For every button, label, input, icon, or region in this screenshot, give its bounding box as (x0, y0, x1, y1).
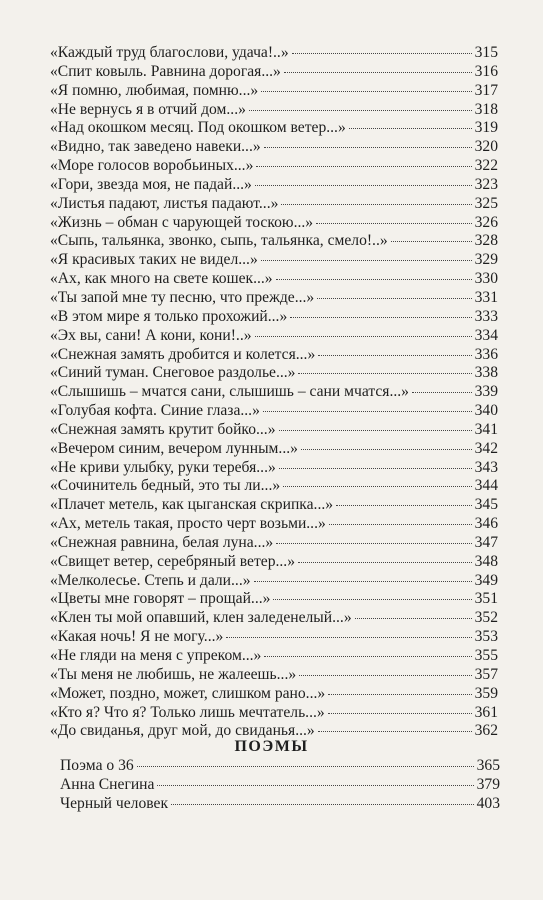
toc-entry-page-number: 315 (474, 44, 498, 61)
toc-entry-page-number: 319 (474, 119, 498, 137)
dot-leader (329, 524, 472, 525)
dot-leader (290, 317, 471, 318)
toc-entry-page-number: 330 (474, 270, 498, 288)
toc-entry-title: Анна Снегина (60, 775, 155, 793)
toc-entry (50, 553, 498, 572)
toc-entry (60, 776, 500, 795)
toc-entry-title: «Может, поздно, может, слишком рано...» (50, 684, 326, 702)
toc-entry-title: «Ты меня не любишь, не жалеешь...» (50, 665, 297, 683)
toc-entry (50, 157, 498, 176)
toc-entry (50, 685, 498, 704)
toc-entry-title: «Кто я? Что я? Только лишь мечтатель...» (50, 703, 325, 721)
toc-entry-page-number: 357 (474, 665, 498, 683)
toc-entry-page-number: 403 (476, 794, 500, 812)
toc-entry-title: «Гори, звезда моя, не падай...» (50, 175, 252, 193)
toc-entry (50, 402, 498, 421)
dot-leader (273, 599, 471, 600)
toc-entry-page-number: 348 (474, 552, 498, 570)
toc-entry-page-number: 326 (474, 213, 498, 231)
dot-leader (261, 260, 472, 261)
toc-entry (50, 251, 498, 270)
lyrics-toc-list (50, 44, 498, 741)
toc-entry-title: «Спит ковыль. Равнина дорогая...» (50, 62, 281, 80)
toc-entry-page-number: 359 (474, 684, 498, 702)
dot-leader (137, 766, 474, 767)
toc-entry-title: «Каждый труд благослови, удача!..» (50, 44, 289, 61)
toc-entry (50, 44, 498, 63)
toc-entry-title: «Я помню, любимая, помню...» (50, 81, 259, 99)
dot-leader (171, 804, 474, 805)
toc-entry (50, 477, 498, 496)
toc-entry (50, 119, 498, 138)
dot-leader (261, 91, 471, 92)
toc-entry (50, 496, 498, 515)
dot-leader (279, 430, 472, 431)
toc-entry-page-number: 318 (474, 100, 498, 118)
toc-entry (50, 590, 498, 609)
toc-entry-title: «Ты запой мне ту песню, что прежде...» (50, 288, 315, 306)
toc-entry-page-number: 347 (474, 533, 498, 551)
toc-entry (50, 138, 498, 157)
toc-entry-page-number: 323 (474, 175, 498, 193)
toc-entry-title: «Ах, как много на свете кошек...» (50, 270, 273, 288)
toc-entry-title: «Мелколесье. Степь и дали...» (50, 571, 251, 589)
dot-leader (263, 411, 472, 412)
dot-leader (318, 355, 471, 356)
toc-entry-page-number: 349 (474, 571, 498, 589)
toc-entry-page-number: 362 (474, 722, 498, 740)
toc-entry (50, 176, 498, 195)
toc-entry-page-number: 322 (474, 157, 498, 175)
toc-entry (50, 666, 498, 685)
toc-entry-title: «Сыпь, тальянка, звонко, сыпь, тальянка, смело!..» (50, 232, 388, 250)
toc-entry-page-number: 355 (474, 647, 498, 664)
toc-entry-title: «До свиданья, друг мой, до свиданья...» (50, 722, 315, 740)
toc-entry-title: «Не гляди на меня с упреком...» (50, 647, 262, 664)
toc-entry-title: «Видно, так заведено навеки...» (50, 138, 261, 156)
toc-entry-page-number: 345 (474, 496, 498, 514)
toc-entry (50, 195, 498, 214)
toc-entry-page-number: 341 (474, 420, 498, 438)
dot-leader (292, 53, 472, 54)
toc-entry-page-number: 365 (476, 757, 500, 774)
toc-entry-page-number: 331 (474, 288, 498, 306)
toc-entry-title: «Синий туман. Снеговое раздолье...» (50, 364, 296, 382)
dot-leader (391, 241, 472, 242)
dot-leader (336, 505, 472, 506)
dot-leader (255, 185, 472, 186)
toc-entry (50, 232, 498, 251)
toc-entry (50, 515, 498, 534)
toc-entry (50, 704, 498, 723)
toc-entry-page-number: 353 (474, 628, 498, 646)
dot-leader (328, 713, 472, 714)
dot-leader (276, 543, 471, 544)
toc-entry (50, 63, 498, 82)
dot-leader (157, 785, 473, 786)
dot-leader (298, 562, 472, 563)
toc-entry-page-number: 316 (474, 62, 498, 80)
toc-entry (50, 534, 498, 553)
dot-leader (281, 204, 471, 205)
dot-leader (256, 166, 471, 167)
toc-entry-page-number: 352 (474, 609, 498, 627)
poems-toc-list (60, 757, 500, 814)
dot-leader (249, 110, 472, 111)
toc-entry-title: «Не вернусь я в отчий дом...» (50, 100, 246, 118)
toc-entry-page-number: 328 (474, 232, 498, 250)
toc-entry-title: «Голубая кофта. Синие глаза...» (50, 402, 260, 420)
toc-entry-title: «Листья падают, листья падают...» (50, 194, 279, 212)
toc-entry-title: «Ах, метель такая, просто черт возьми...» (50, 515, 326, 533)
dot-leader (349, 128, 472, 129)
toc-entry-title: «Снежная замять дробится и колется...» (50, 345, 316, 363)
dot-leader (299, 675, 471, 676)
toc-entry-page-number: 338 (474, 364, 498, 382)
toc-entry (60, 757, 500, 776)
toc-entry-title: «Плачет метель, как цыганская скрипка...» (50, 496, 334, 514)
toc-entry-page-number: 379 (476, 775, 500, 793)
toc-entry-title: «Свищет ветер, серебряный ветер...» (50, 552, 296, 570)
toc-entry-title: «Не криви улыбку, руки теребя...» (50, 458, 276, 476)
toc-entry-page-number: 343 (474, 458, 498, 476)
dot-leader (355, 618, 472, 619)
toc-entry-title: «Какая ночь! Я не могу...» (50, 628, 224, 646)
toc-entry (50, 572, 498, 591)
toc-entry-title: «В этом мире я только прохожий...» (50, 307, 288, 325)
toc-entry (50, 421, 498, 440)
toc-entry (50, 327, 498, 346)
toc-entry (50, 289, 498, 308)
toc-entry-page-number: 342 (474, 439, 498, 457)
dot-leader (264, 147, 472, 148)
toc-entry-page-number: 361 (474, 703, 498, 721)
dot-leader (264, 656, 471, 657)
dot-leader (328, 694, 471, 695)
toc-entry (50, 214, 498, 233)
toc-entry-page-number: 351 (474, 590, 498, 608)
toc-entry-page-number: 344 (474, 477, 498, 495)
toc-entry-page-number: 340 (474, 402, 498, 420)
toc-entry (50, 364, 498, 383)
dot-leader (298, 373, 471, 374)
dot-leader (318, 731, 472, 732)
toc-entry-title: «Слышишь – мчатся сани, слышишь – сани мчатся...» (50, 383, 409, 401)
toc-entry-title: «Снежная равнина, белая луна...» (50, 533, 274, 551)
dot-leader (255, 336, 472, 337)
toc-entry (50, 82, 498, 101)
toc-entry-page-number: 336 (474, 345, 498, 363)
toc-entry (50, 647, 498, 666)
toc-entry-title: «Снежная замять крутит бойко...» (50, 420, 276, 438)
dot-leader (254, 581, 472, 582)
toc-entry (50, 101, 498, 120)
toc-entry (50, 440, 498, 459)
toc-entry-page-number: 346 (474, 515, 498, 533)
dot-leader (317, 298, 471, 299)
toc-entry-title: «Море голосов воробьиных...» (50, 157, 254, 175)
toc-entry-title: «Эх вы, сани! А кони, кони!..» (50, 326, 252, 344)
dot-leader (283, 486, 471, 487)
toc-entry-title: «Я красивых таких не видел...» (50, 251, 258, 269)
toc-entry-page-number: 339 (474, 383, 498, 401)
toc-entry-page-number: 325 (474, 194, 498, 212)
dot-leader (316, 223, 472, 224)
dot-leader (284, 72, 472, 73)
toc-entry-title: «Вечером синим, вечером лунным...» (50, 439, 298, 457)
toc-entry (50, 383, 498, 402)
toc-entry-page-number: 334 (474, 326, 498, 344)
toc-entry (60, 795, 500, 814)
dot-leader (279, 468, 472, 469)
toc-entry-title: «Клен ты мой опавший, клен заледенелый...» (50, 609, 352, 627)
toc-entry-title: Поэма о 36 (60, 757, 134, 774)
toc-entry-title: «Над окошком месяц. Под окошком ветер...» (50, 119, 346, 137)
toc-entry-title: Черный человек (60, 794, 169, 812)
dot-leader (226, 637, 471, 638)
toc-entry (50, 609, 498, 628)
toc-entry-page-number: 317 (474, 81, 498, 99)
toc-entry (50, 459, 498, 478)
toc-entry-title: «Жизнь – обман с чарующей тоскою...» (50, 213, 314, 231)
toc-entry (50, 270, 498, 289)
toc-entry-title: «Цветы мне говорят – прощай...» (50, 590, 271, 608)
toc-entry (50, 346, 498, 365)
toc-entry-page-number: 329 (474, 251, 498, 269)
dot-leader (301, 449, 472, 450)
section-heading-poems: ПОЭМЫ (234, 738, 309, 755)
toc-entry (50, 308, 498, 327)
dot-leader (412, 392, 472, 393)
toc-entry-page-number: 320 (474, 138, 498, 156)
toc-entry (50, 628, 498, 647)
toc-entry-title: «Сочинитель бедный, это ты ли...» (50, 477, 281, 495)
dot-leader (276, 279, 472, 280)
toc-entry-page-number: 333 (474, 307, 498, 325)
